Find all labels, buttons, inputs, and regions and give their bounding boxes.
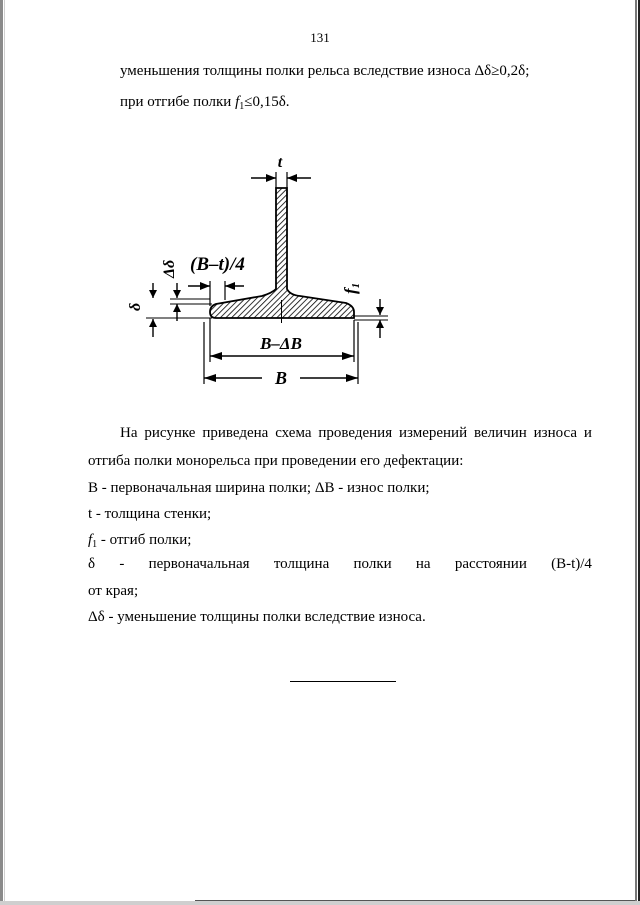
bdb-arrow-right-head (342, 352, 354, 360)
word: полки (353, 556, 392, 572)
word: На (120, 425, 138, 441)
bt4-arrow-left-head (200, 282, 210, 290)
t-arrow-left-head (266, 174, 276, 182)
label-f-sub: 1 (350, 282, 362, 289)
scan-border-bottom-line (195, 900, 635, 901)
word: рисунке (144, 425, 196, 441)
definition-f1-symbol: f (88, 532, 93, 548)
label-b: B (274, 368, 288, 388)
label-f-symbol: f (341, 288, 360, 294)
b-arrow-right-head (346, 374, 358, 382)
definition-b: B - первоначальная ширина полки; ΔB - износ полки; (88, 480, 430, 496)
bt4-arrow-right-head (225, 282, 235, 290)
intro-line-2-f: f (235, 94, 240, 110)
definition-t: t - толщина стенки; (88, 506, 212, 522)
dd-arrow-bottom-head (173, 304, 181, 312)
intro-line-1: уменьшения толщины полки рельса вследствие износа Δδ≥0,2δ; (120, 63, 530, 79)
scan-border-bottom (0, 901, 640, 905)
b-arrow-left-head (204, 374, 216, 382)
word: измерений (398, 425, 468, 441)
word: схема (275, 425, 312, 441)
page-number: 131 (310, 30, 330, 45)
definition-f1 (88, 531, 191, 551)
label-b-minus-t-over-4: (B–t)/4 (190, 254, 245, 275)
intro-line-2-prefix: при отгибе полки (120, 94, 236, 110)
definition-delta-continuation: от края; (88, 583, 139, 599)
word: - (119, 556, 125, 572)
delta-arrow-bottom-head (149, 319, 157, 327)
word: δ (88, 556, 96, 572)
definition-delta-first-line (88, 555, 592, 573)
word: и (583, 425, 592, 441)
rail-section-shape (210, 188, 354, 318)
word: (B-t)/4 (551, 556, 592, 572)
word: величин (474, 425, 527, 441)
definition-delta-delta: Δδ - уменьшение толщины полки вследствие износа. (88, 609, 426, 625)
label-delta-delta: Δδ (161, 259, 178, 278)
paragraph-continuation: отгиба полки монорельса при проведении его дефектации: (88, 453, 464, 469)
word: первоначальная (148, 556, 250, 572)
rail-cross-section-figure (0, 0, 640, 420)
bdb-arrow-left-head (210, 352, 222, 360)
dd-arrow-top-head (173, 290, 181, 298)
f-arrow-bottom-head (376, 320, 384, 328)
label-delta: δ (127, 302, 144, 311)
word: толщина (273, 556, 330, 572)
label-b-minus-delta-b: B–ΔB (260, 334, 302, 353)
delta-arrow-top-head (149, 290, 157, 298)
word: проведения (318, 425, 393, 441)
intro-line-2-suffix: ≤0,15δ. (244, 94, 290, 110)
word: расстоянии (454, 556, 527, 572)
closing-rule (290, 681, 396, 682)
f-arrow-top-head (376, 307, 384, 315)
definition-f1-text: - отгиб полки; (97, 532, 192, 548)
word: на (415, 556, 431, 572)
definition-f1-sub: 1 (92, 539, 98, 550)
word: износа (533, 425, 577, 441)
intro-line-2-sub: 1 (239, 101, 245, 112)
t-arrow-right-head (287, 174, 297, 182)
paragraph-first-line (120, 424, 592, 442)
label-t: t (277, 154, 283, 171)
word: приведена (202, 425, 269, 441)
label-f (341, 283, 362, 294)
